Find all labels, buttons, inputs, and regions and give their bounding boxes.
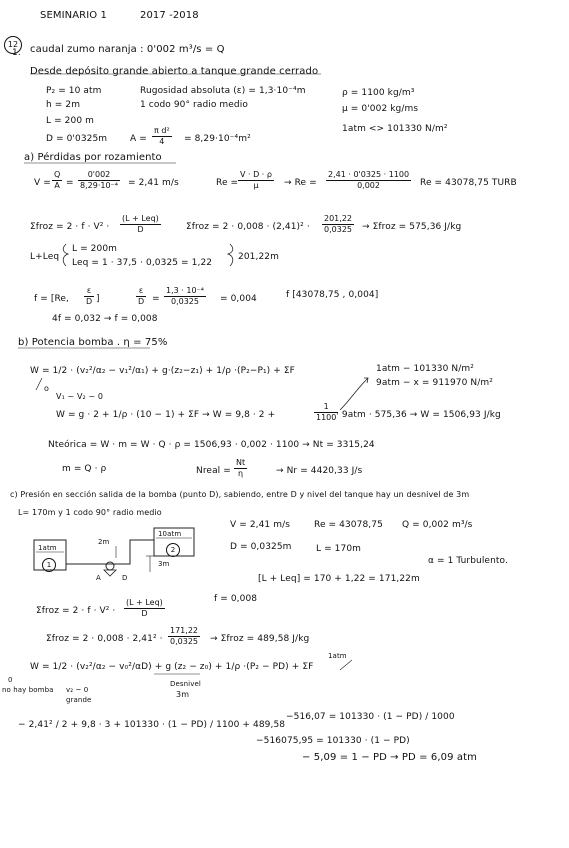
- given-area-lhs: A =: [130, 134, 147, 144]
- efroz-numerator-2: 201,22: [324, 214, 352, 223]
- leq-line-leq: Leq = 1 · 37,5 · 0,0325 = 1,22: [72, 258, 213, 268]
- point-d-label: D: [122, 574, 128, 582]
- one-atm-note: 1atm: [328, 652, 347, 660]
- work-calculation-2: · 9atm · 575,36 → W = 1506,93 J/kg: [336, 410, 501, 420]
- area-denominator: 4: [159, 137, 165, 146]
- reynolds-result: Re = 43078,75 TURB: [420, 178, 517, 188]
- efroz-substitution: Σfroz = 2 · 0,008 · (2,41)² ·: [186, 222, 310, 232]
- atm-arrow: [340, 378, 368, 410]
- mass-flow: m = Q · ρ: [62, 464, 107, 474]
- friction-lhs: f = [Re,: [34, 294, 69, 304]
- calc-left: − 2,41² / 2 + 9,8 · 3 + 101330 · (1 − PD) / 1100 + 489,58: [18, 720, 286, 730]
- reynolds-arrow: → Re =: [284, 178, 317, 188]
- item-number: 1.: [12, 48, 21, 58]
- eps-numerator: ε: [136, 286, 146, 297]
- given-l: L = 200 m: [46, 116, 94, 126]
- velocity-denominator: A: [54, 181, 60, 190]
- p2-strike: [340, 660, 352, 670]
- efroz-substitution-c: Σfroz = 2 · 0,008 · 2,41² ·: [46, 634, 163, 644]
- eps-numerator-2: 1,3 · 10⁻⁴: [166, 286, 204, 295]
- velocity-denominator-2: 8,29·10⁻⁴: [80, 181, 118, 190]
- given-p2: P₂ = 10 atm: [46, 86, 102, 96]
- no-pump-note: no hay bomba: [2, 686, 54, 694]
- real-power-denominator: η: [238, 469, 244, 478]
- given-mu: μ = 0'002 kg/ms: [342, 104, 419, 114]
- bernoulli-c: W = 1/2 · (v₂²/α₂ − v₀²/αD) + g (z₂ − z₀) + 1/ρ ·(P₂ − PD) + ΣF: [30, 662, 314, 672]
- leq-sum-c: [L + Leq] = 170 + 1,22 = 171,22m: [258, 574, 420, 584]
- efroz-result-c: → Σfroz = 489,58 J/kg: [210, 634, 310, 644]
- part-c-reynolds: Re = 43078,75: [314, 520, 383, 530]
- height-label: 2m: [98, 538, 110, 546]
- part-b-title: b) Potencia bomba . η = 75%: [18, 337, 168, 348]
- efroz-formula-c: Σfroz = 2 · f · V² ·: [36, 606, 116, 616]
- reynolds-denominator: μ: [253, 181, 259, 190]
- area-numerator: π d²: [154, 126, 170, 135]
- friction-numerator: ε: [84, 286, 94, 297]
- efroz-denominator-c-2: 0,0325: [170, 637, 198, 646]
- given-atm: 1atm <> 101330 N/m²: [342, 124, 448, 134]
- work-zero-note: 0: [8, 676, 13, 684]
- flow-statement: caudal zumo naranja : 0'002 m³/s = Q: [30, 44, 225, 55]
- efroz-numerator-c-2: 171,22: [170, 626, 198, 635]
- desnivel-note: Desnivel: [170, 680, 201, 688]
- efroz-result: → Σfroz = 575,36 J/kg: [362, 222, 462, 232]
- pump-base: [104, 570, 116, 576]
- calc-right-2: −516075,95 = 101330 · (1 − PD): [256, 736, 410, 746]
- eps-eq: =: [152, 294, 160, 304]
- atm-conversion-1: 1atm − 101330 N/m²: [376, 364, 474, 374]
- tank2-label: 10atm: [158, 530, 182, 538]
- tank1-label: 1atm: [38, 544, 57, 552]
- part-c-alpha: α = 1 Turbulento.: [428, 556, 508, 566]
- zero-note: o: [44, 384, 49, 393]
- work-numerator: 1: [314, 402, 338, 413]
- given-h: h = 2m: [46, 100, 81, 110]
- given-area-rhs: = 8,29·10⁻⁴m²: [184, 134, 251, 144]
- leq-total: 201,22m: [238, 252, 279, 262]
- calc-right-1: −516,07 = 101330 · (1 − PD) / 1000: [286, 712, 455, 722]
- real-power-result: → Nr = 4420,33 J/s: [276, 466, 363, 476]
- reynolds-denominator-2: 0,002: [357, 181, 380, 190]
- grande-note: grande: [66, 696, 92, 704]
- velocity-result: = 2,41 m/s: [128, 178, 179, 188]
- leq-line-l: L = 200m: [72, 244, 118, 254]
- part-c-subtitle: L= 170m y 1 codo 90° radio medio: [18, 508, 162, 517]
- velocity-lhs: V =: [34, 178, 51, 188]
- part-c-diameter: D = 0,0325m: [230, 542, 292, 552]
- friction-final: 4f = 0,032 → f = 0,008: [52, 314, 158, 324]
- setup-statement: Desde depósito grande abierto a tanque grande cerrado: [30, 66, 319, 77]
- given-d: D = 0'0325m: [46, 134, 108, 144]
- given-rho: ρ = 1100 kg/m³: [342, 88, 415, 98]
- velocity-numerator-2: 0'002: [78, 170, 120, 181]
- pump-symbol: [106, 562, 114, 570]
- efroz-numerator: (L + Leq): [122, 214, 159, 223]
- efroz-denominator-c: D: [141, 609, 148, 618]
- part-c-flow: Q = 0,002 m³/s: [402, 520, 473, 530]
- efroz-denominator: D: [137, 225, 144, 234]
- tank-2: [154, 528, 194, 556]
- given-roughness: Rugosidad absoluta (ε) = 1,3·10⁻⁴m: [140, 86, 306, 96]
- calc-right-3: − 5,09 = 1 − PD → PD = 6,09 atm: [302, 752, 477, 763]
- friction-bracket: f [43078,75 , 0,004]: [286, 290, 379, 300]
- real-power-numerator: Nt: [236, 458, 246, 467]
- velocity-approx: V₁ ~ V₂ ~ 0: [56, 392, 104, 401]
- point-a-label: A: [96, 574, 101, 582]
- real-power-lhs: Nreal =: [196, 466, 231, 476]
- point-1-marker: 1: [42, 558, 56, 572]
- given-elbow: 1 codo 90° radio medio: [140, 100, 248, 110]
- document-year: 2017 -2018: [140, 10, 199, 21]
- eps-result: = 0,004: [220, 294, 257, 304]
- drop-label: 3m: [158, 560, 170, 568]
- document-title: SEMINARIO 1: [40, 10, 107, 21]
- eps-denominator-2: 0,0325: [170, 297, 199, 306]
- reynolds-lhs: Re =: [216, 178, 239, 188]
- work-denominator: 1100: [316, 413, 337, 422]
- efroz-formula: Σfroz = 2 · f · V² ·: [30, 222, 110, 232]
- atm-conversion-2: 9atm − x = 911970 N/m²: [376, 378, 493, 388]
- part-c-title: c) Presión en sección salida de la bomba (punto D), sabiendo, entre D y nivel del tanque hay un desnivel de 3m: [10, 490, 470, 499]
- friction-denominator: D: [86, 297, 93, 306]
- work-calculation: W = g · 2 + 1/ρ · (10 − 1) + ΣF → W = 9,8 · 2 +: [56, 410, 276, 420]
- tank-1: [34, 540, 66, 570]
- leq-right-brace: [228, 244, 233, 266]
- part-c-length: L = 170m: [316, 544, 362, 554]
- efroz-denominator-2: 0,0325: [324, 225, 352, 234]
- efroz-numerator-c: (L + Leq): [126, 598, 163, 607]
- theoretical-power: Nteórica = W · m = W · Q · ρ = 1506,93 · 0,002 · 1100 → Nt = 3315,24: [48, 440, 375, 450]
- friction-factor-c: f = 0,008: [214, 594, 258, 604]
- problem-number-circle: 12: [4, 36, 22, 54]
- reynolds-numerator: V · D · ρ: [240, 170, 272, 179]
- leq-left-brace: [63, 244, 68, 266]
- bernoulli-b: W = 1/2 · (v₂²/α₂ − v₁²/α₁) + g·(z₂−z₁) + 1/ρ ·(P₂−P₁) + ΣF: [30, 366, 295, 376]
- v2-zero-note: v₂ ~ 0: [66, 686, 89, 694]
- pipe-line: [66, 540, 154, 564]
- desnivel-value: 3m: [176, 690, 190, 699]
- reynolds-numerator-2: 2,41 · 0'0325 · 1100: [328, 170, 410, 179]
- part-a-title: a) Pérdidas por rozamiento: [24, 152, 162, 163]
- leq-label: L+Leq: [30, 252, 60, 262]
- velocity-numerator: Q: [54, 170, 61, 179]
- part-c-velocity: V = 2,41 m/s: [230, 520, 291, 530]
- velocity-eq: =: [66, 178, 74, 188]
- friction-close: ]: [96, 294, 100, 304]
- bernoulli-strike: [36, 378, 42, 390]
- point-2-marker: 2: [166, 543, 180, 557]
- eps-denominator: D: [138, 297, 145, 306]
